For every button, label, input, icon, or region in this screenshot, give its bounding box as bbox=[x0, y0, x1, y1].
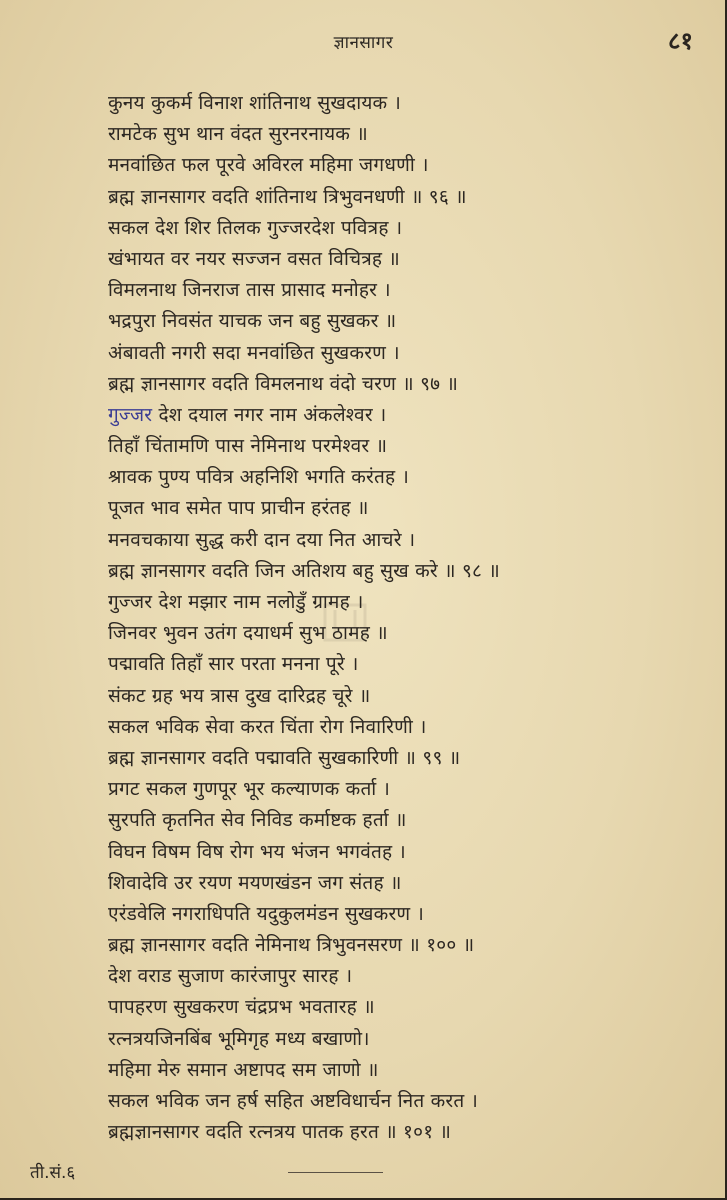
verse-line bbox=[108, 400, 708, 431]
verse-line: ब्रह्म ज्ञानसागर वदति नेमिनाथ त्रिभुवनसरण ॥ १०० ॥ bbox=[108, 934, 475, 957]
page-header-title: ज्ञानसागर bbox=[333, 33, 394, 53]
verse-line: ब्रह्म ज्ञानसागर वदति शांतिनाथ त्रिभुवनधणी ॥ ९६ ॥ bbox=[108, 185, 467, 208]
verse-line: गुज्जर देश मझार नाम नलोडुँ ग्रामह । bbox=[108, 591, 364, 613]
verse-line: जिनवर भुवन उतंग दयाधर्म सुभ ठामह ॥ bbox=[108, 622, 388, 645]
verse-line: विघन विषम विष रोग भय भंजन भगवंतह । bbox=[108, 840, 406, 863]
verse-line-rest: देश दयाल नगर नाम अंकलेश्वर । bbox=[152, 403, 387, 426]
verse-line: मनवांछित फल पूरवे अविरल महिमा जगधणी । bbox=[108, 154, 429, 177]
verse-line: महिमा मेरु समान अष्टापद सम जाणो ॥ bbox=[108, 1058, 379, 1081]
verse-line: भद्रपुरा निवसंत याचक जन बहु सुखकर ॥ bbox=[108, 310, 397, 333]
verse-line: एरंडवेलि नगराधिपति यदुकुलमंडन सुखकरण । bbox=[108, 902, 424, 925]
footer-signature: ती.सं.६ bbox=[30, 1163, 76, 1183]
verse-line: पद्मावति तिहाँ सार परता मनना पूरे । bbox=[108, 653, 359, 676]
verse-line: पूजत भाव समेत पाप प्राचीन हरंतह ॥ bbox=[108, 497, 369, 520]
verse-line: ब्रह्म ज्ञानसागर वदति पद्मावति सुखकारिणी ॥ ९९ ॥ bbox=[108, 746, 461, 769]
verse-line: देश वराड सुजाण कारंजापुर सारह । bbox=[108, 965, 353, 988]
verse-line: रत्नत्रयजिनबिंब भूमिगृह मध्य बखाणो। bbox=[108, 1027, 370, 1050]
verse-line: खंभायत वर नयर सज्जन वसत विचित्रह ॥ bbox=[108, 247, 401, 270]
verse-line: श्रावक पुण्य पवित्र अहनिशि भगति करंतह । bbox=[108, 466, 409, 489]
verse-line: कुनय कुकर्म विनाश शांतिनाथ सुखदायक । bbox=[108, 92, 401, 114]
page-number: ८१ bbox=[668, 27, 693, 55]
verse-line: प्रगट सकल गुणपूर भूर कल्याणक कर्ता । bbox=[108, 778, 391, 801]
verse-line: मनवचकाया सुद्ध करी दान दया नित आचरे । bbox=[108, 528, 416, 551]
verse-line: विमलनाथ जिनराज तास प्रासाद मनोहर । bbox=[108, 279, 391, 302]
verse-line: सकल भविक सेवा करत चिंता रोग निवारिणी । bbox=[108, 715, 427, 738]
verse-line: अंबावती नगरी सदा मनवांछित सुखकरण । bbox=[108, 341, 400, 364]
verse-list bbox=[108, 88, 708, 1148]
verse-line: सुरपति कृतनित सेव निविड कर्माष्टक हर्ता ॥ bbox=[108, 809, 407, 832]
verse-line: ब्रह्मज्ञानसागर वदति रत्नत्रय पातक हरत ॥ १०१ ॥ bbox=[108, 1121, 452, 1144]
verse-line: ब्रह्म ज्ञानसागर वदति जिन अतिशय बहु सुख करे ॥ ९८ ॥ bbox=[108, 559, 500, 582]
verse-line: संकट ग्रह भय त्रास दुख दारिद्रह चूरे ॥ bbox=[108, 684, 371, 707]
verse-line: सकल भविक जन हर्ष सहित अष्टविधार्चन नित करत । bbox=[108, 1090, 479, 1112]
verse-line: रामटेक सुभ थान वंदत सुरनरनायक ॥ bbox=[108, 123, 368, 146]
verse-line: सकल देश शिर तिलक गुज्जरदेश पवित्रह । bbox=[108, 216, 403, 239]
verse-line: शिवादेवि उर रयण मयणखंडन जग संतह ॥ bbox=[108, 871, 402, 894]
verse-line: ब्रह्म ज्ञानसागर वदति विमलनाथ वंदो चरण ॥ ९७ ॥ bbox=[108, 372, 459, 395]
footer-divider bbox=[288, 1172, 383, 1173]
highlighted-word: गुज्जर bbox=[108, 403, 153, 426]
verse-line: तिहाँ चिंतामणि पास नेमिनाथ परमेश्वर ॥ bbox=[108, 435, 388, 458]
verse-line: पापहरण सुखकरण चंद्रप्रभ भवतारह ॥ bbox=[108, 996, 375, 1019]
